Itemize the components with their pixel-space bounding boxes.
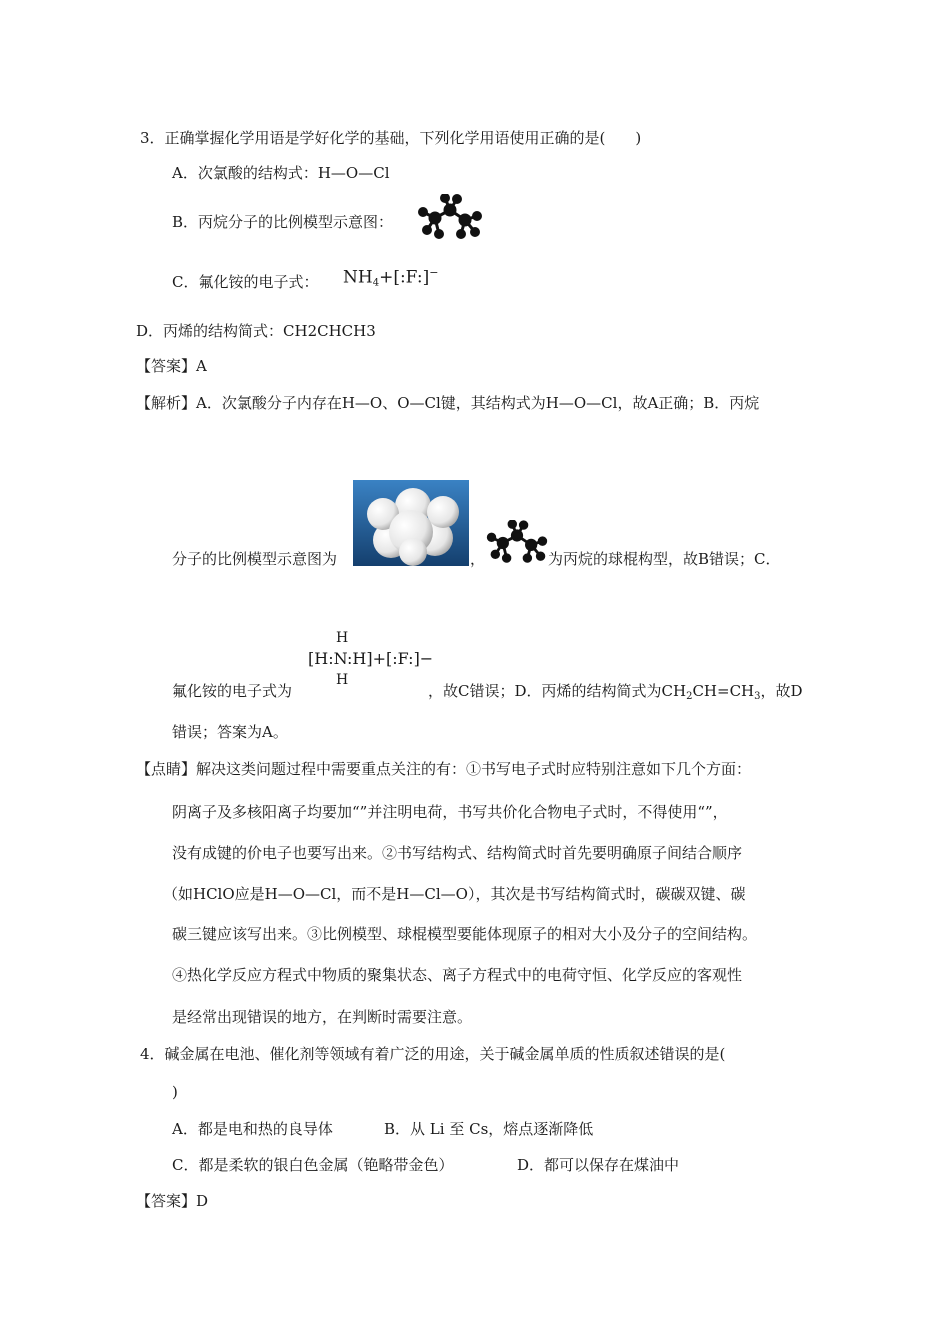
q3-option-d: D．丙烯的结构简式：CH2CHCH3 <box>136 322 376 340</box>
q3-analysis-line3b <box>428 680 803 708</box>
q3-analysis-line4: 错误；答案为A。 <box>172 723 288 741</box>
q3-analysis-line2a: 分子的比例模型示意图为 <box>172 550 338 568</box>
q4-option-a: A．都是电和热的良导体 <box>172 1120 333 1138</box>
f-bracket-text: +[:F:] <box>379 267 430 288</box>
q3-analysis-line3a: 氟化铵的电子式为 <box>172 682 293 700</box>
tip-line1: 【点睛】解决这类问题过程中需要重点关注的有：①书写电子式时应特别注意如下几个方面： <box>136 760 752 778</box>
q3-answer: 【答案】A <box>136 357 207 375</box>
tip-line6: ④热化学反应方程式中物质的聚集状态、离子方程式中的电荷守恒、化学反应的客观性 <box>172 966 743 984</box>
space-filling-model-image <box>353 480 469 566</box>
nh4f-formula-line: [H:N:H]+[:F:]− <box>308 649 434 668</box>
ch3-subscript: 3 <box>754 691 761 702</box>
nh4-bottom-h: H <box>336 672 349 688</box>
q3-analysis-line1: 【解析】A．次氯酸分子内存在H—O、O—Cl键，其结构式为H—O—Cl，故A正确；B．丙烷 <box>136 394 760 412</box>
q4-option-c: C．都是柔软的银白色金属（铯略带金色） <box>172 1156 454 1174</box>
q3-analysis-line2c: 为丙烷的球棍构型，故B错误；C． <box>548 550 781 568</box>
tip-line7: 是经常出现错误的地方，在判断时需要注意。 <box>172 1008 473 1026</box>
tip-line3: 没有成键的价电子也要写出来。②书写结构式、结构简式时首先要明确原子间结合顺序 <box>172 844 743 862</box>
ball-stick-model-icon <box>415 194 485 242</box>
q3-analysis-line2b: ， <box>470 550 486 568</box>
tip-line5: 碳三键应该写出来。③比例模型、球棍模型要能体现原子的相对大小及分子的空间结构。 <box>172 925 758 943</box>
analysis-3b-text: ，故C错误；D．丙烯的结构简式为CH <box>428 682 687 700</box>
q4-option-d: D．都可以保存在煤油中 <box>517 1156 680 1174</box>
q4-stem-end: ) <box>172 1083 178 1101</box>
nh4-top-h: H <box>336 630 349 646</box>
q3-option-b: B．丙烷分子的比例模型示意图： <box>172 213 394 231</box>
analysis-3b-mid: CH=CH <box>692 682 755 700</box>
q4-option-b: B．从 Li 至 Cs，熔点逐渐降低 <box>384 1120 594 1138</box>
nh4-text: NH <box>343 267 373 288</box>
q3-stem: 3．正确掌握化学用语是学好化学的基础，下列化学用语使用正确的是( ) <box>140 129 642 147</box>
tip-line4: （如HClO应是H—O—Cl，而不是H—Cl—O），其次是书写结构简式时，碳碳双键、碳 <box>163 885 746 903</box>
q3-option-c: C．氟化铵的电子式： <box>172 273 319 291</box>
q3-option-a: A．次氯酸的结构式：H—O—Cl <box>172 164 390 182</box>
nh4f-electron-formula-small <box>343 262 438 295</box>
ball-stick-model-icon-2 <box>484 520 550 566</box>
nh4-subscript: 4 <box>372 277 380 289</box>
analysis-3b-end: ，故D <box>760 682 803 700</box>
ch2-subscript: 2 <box>686 691 693 702</box>
nh4f-electron-formula-full <box>308 630 434 692</box>
charge-superscript: − <box>429 266 439 279</box>
tip-line2: 阴离子及多核阳离子均要加“”并注明电荷，书写共价化合物电子式时，不得使用“”， <box>172 803 728 821</box>
q4-answer: 【答案】D <box>136 1192 209 1210</box>
q4-stem: 4．碱金属在电池、催化剂等领域有着广泛的用途，关于碱金属单质的性质叙述错误的是( <box>140 1045 726 1063</box>
